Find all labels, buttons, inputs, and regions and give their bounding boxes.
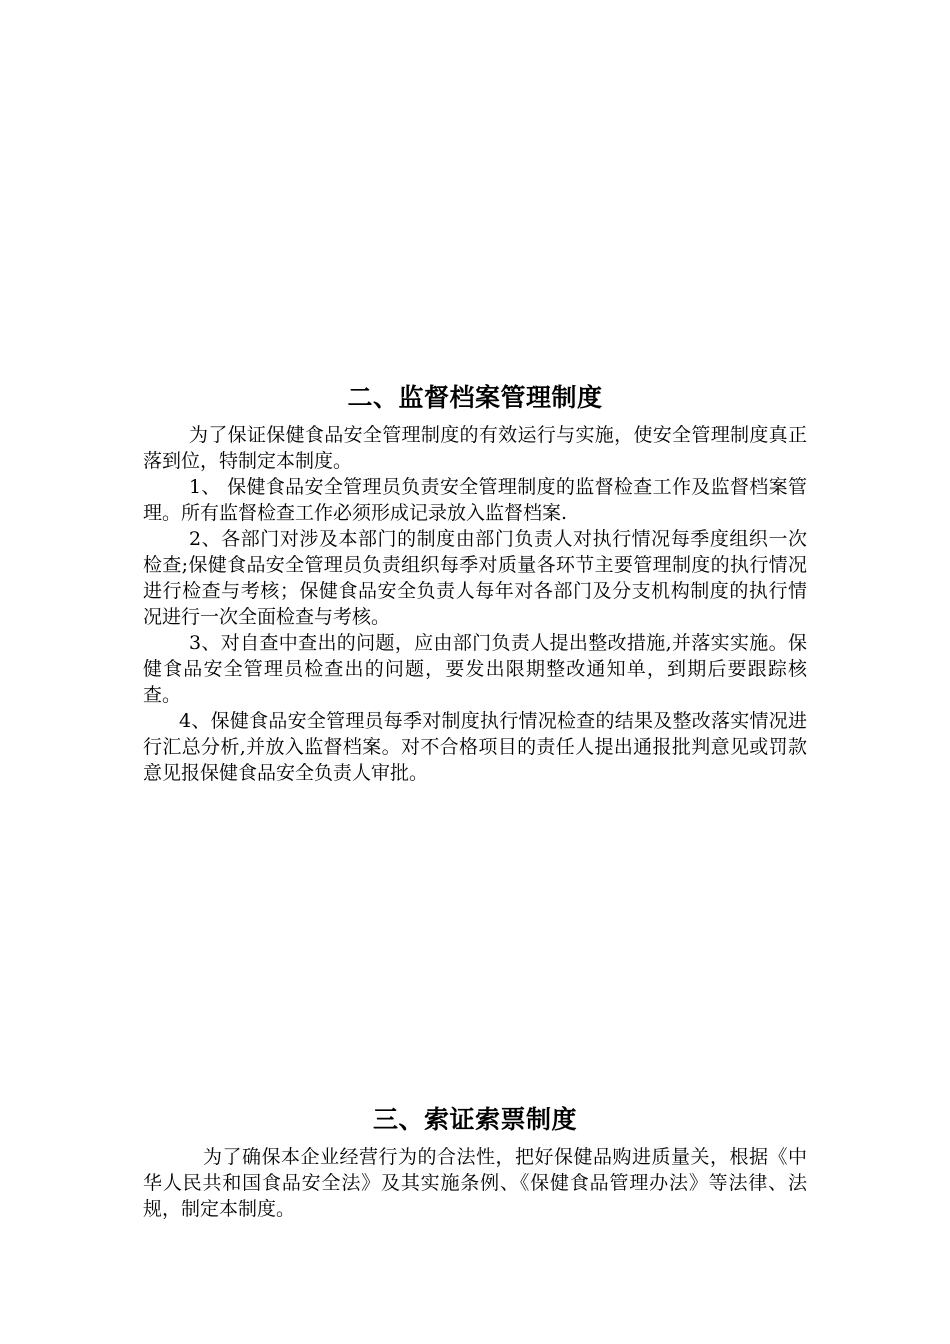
paragraph: 3、对自查中查出的问题，应由部门负责人提出整改措施,并落实实施。保健食品安全管理员检查出的问题，要发出限期整改通知单，到期后要跟踪核查。: [143, 632, 807, 706]
paragraph: 4、保健食品安全管理员每季对制度执行情况检查的结果及整改落实情况进行汇总分析,并放入监督档案。对不合格项目的责任人提出通报批判意见或罚款意见报保健食品安全负责人审批。: [143, 710, 807, 784]
paragraph: 2、各部门对涉及本部门的制度由部门负责人对执行情况每季度组织一次检查;保健食品安全管理员负责组织每季对质量各环节主要管理制度的执行情况进行检查与考核；保健食品安全负责人每年对各部门及分支机构制度的执行情况进行一次全面检查与考核。: [143, 528, 807, 628]
paragraph: 1、 保健食品安全管理员负责安全管理制度的监督检查工作及监督档案管理。所有监督检查工作必须形成记录放入监督档案.: [143, 476, 807, 524]
paragraph: 为了确保本企业经营行为的合法性，把好保健品购进质量关，根据《中华人民共和国食品安全法》及其实施条例、《保健食品管理办法》等法律、法规，制定本制度。: [143, 1146, 807, 1220]
section-certificate-invoice: [143, 1100, 807, 1222]
section-title: 二、监督档案管理制度: [347, 383, 603, 412]
paragraph: 为了保证保健食品安全管理制度的有效运行与实施，使安全管理制度真正落到位，特制定本制度。: [143, 424, 807, 472]
section-title: 三、索证索票制度: [372, 1105, 577, 1134]
section-supervision-archive: [143, 378, 807, 786]
